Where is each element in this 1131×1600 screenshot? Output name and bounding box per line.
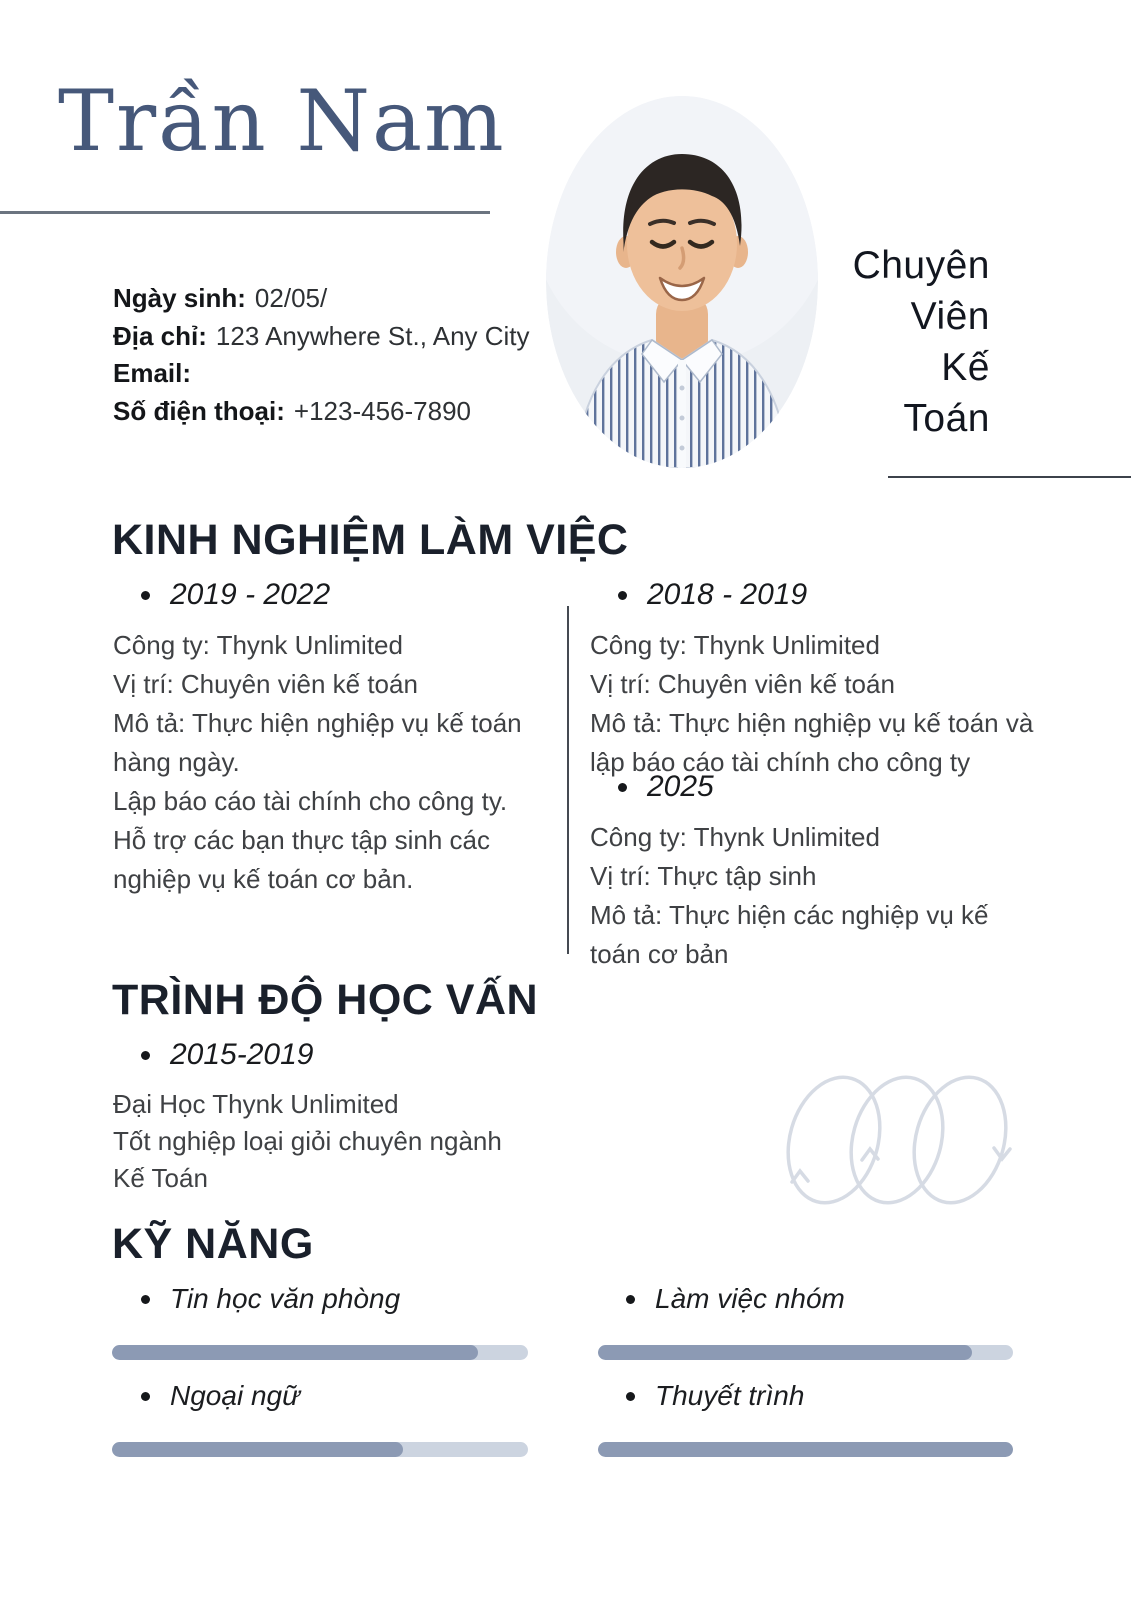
experience-line: Mô tả: Thực hiện các nghiệp vụ kế toán cơ bản: [590, 900, 989, 969]
experience-entry-2019-2022: [113, 578, 563, 899]
skill-name: Ngoại ngữ: [170, 1380, 300, 1411]
contact-row-birthdate: [113, 280, 530, 318]
experience-details: [590, 626, 1038, 782]
address-value: 123 Anywhere St., Any City: [215, 320, 530, 351]
job-title: [640, 240, 990, 444]
skill-name: Thuyết trình: [655, 1380, 805, 1411]
education-entry: [113, 1038, 613, 1197]
skill-bar-presentation: [598, 1442, 1013, 1457]
education-line: Đại Học Thynk Unlimited: [113, 1089, 399, 1119]
experience-entry-2025: [590, 770, 1038, 974]
experience-line: Mô tả: Thực hiện nghiệp vụ kế toán hàng ngày.: [113, 708, 522, 777]
period-row: [113, 1038, 613, 1072]
experience-period: 2025: [647, 770, 714, 803]
education-line: Tốt nghiệp loại giỏi chuyên ngành: [113, 1126, 502, 1156]
education-period: 2015-2019: [170, 1038, 314, 1071]
skill-name: Làm việc nhóm: [655, 1283, 845, 1314]
skill-name: Tin học văn phòng: [170, 1283, 401, 1314]
bullet-dot: [618, 591, 627, 600]
address-label: Địa chỉ:: [113, 320, 207, 351]
experience-line: Lập báo cáo tài chính cho công ty.: [113, 786, 508, 816]
job-title-line: Kế: [941, 346, 990, 389]
experience-line: Hỗ trợ các bạn thực tập sinh các nghiệp vụ kế toán cơ bản.: [113, 825, 490, 894]
skill-label-presentation: [598, 1380, 804, 1412]
job-title-line: Chuyên: [852, 244, 990, 287]
experience-line: Vị trí: Chuyên viên kế toán: [113, 669, 418, 699]
experience-period: 2018 - 2019: [647, 578, 808, 611]
period-row: [113, 578, 563, 612]
contact-row-email: [113, 355, 530, 393]
skill-bar-fill: [112, 1442, 403, 1457]
period-row: [590, 770, 1038, 804]
bullet-dot: [141, 1392, 150, 1401]
bullet-dot: [141, 591, 150, 600]
person-name: Trần Nam: [58, 72, 506, 170]
contact-block: [113, 280, 530, 430]
experience-entry-2018-2019: [590, 578, 1038, 782]
bullet-dot: [626, 1392, 635, 1401]
education-heading: TRÌNH ĐỘ HỌC VẤN: [112, 976, 539, 1024]
birthdate-label: Ngày sinh:: [113, 283, 246, 313]
experience-heading: KINH NGHIỆM LÀM VIỆC: [112, 516, 629, 564]
skill-bar-fill: [112, 1345, 478, 1360]
loop-circles-icon: [766, 1060, 1032, 1220]
skill-label-language: [113, 1380, 300, 1412]
bullet-dot: [626, 1295, 635, 1304]
birthdate-value: 02/05/: [254, 283, 328, 313]
name-underline: [0, 211, 490, 214]
experience-line: Vị trí: Chuyên viên kế toán: [590, 669, 895, 699]
experience-period: 2019 - 2022: [170, 578, 331, 611]
job-title-line: Toán: [903, 397, 990, 440]
contact-row-phone: [113, 393, 530, 431]
bullet-dot: [618, 783, 627, 792]
experience-line: Mô tả: Thực hiện nghiệp vụ kế toán và lập báo cáo tài chính cho công ty: [590, 708, 1034, 777]
education-line: Kế Toán: [113, 1163, 208, 1193]
bullet-dot: [141, 1051, 150, 1060]
loops-decoration: [766, 1060, 1032, 1220]
period-row: [590, 578, 1038, 612]
education-details: [113, 1086, 613, 1197]
skill-bar-office: [112, 1345, 528, 1360]
experience-details: [590, 818, 1038, 974]
phone-label: Số điện thoại:: [113, 395, 285, 426]
experience-details: [113, 626, 563, 899]
bullet-dot: [141, 1295, 150, 1304]
skill-bar-language: [112, 1442, 528, 1457]
experience-column-divider: [567, 606, 569, 954]
skill-label-teamwork: [598, 1283, 845, 1315]
phone-value: +123-456-7890: [293, 395, 471, 426]
experience-line: Vị trí: Thực tập sinh: [590, 861, 817, 891]
job-title-underline: [888, 476, 1131, 478]
experience-line: Công ty: Thynk Unlimited: [590, 630, 880, 660]
job-title-line: Viên: [910, 295, 990, 338]
experience-line: Công ty: Thynk Unlimited: [590, 822, 880, 852]
experience-line: Công ty: Thynk Unlimited: [113, 630, 403, 660]
skills-heading: KỸ NĂNG: [112, 1220, 314, 1268]
contact-row-address: [113, 318, 530, 356]
skill-bar-fill: [598, 1442, 1013, 1457]
email-label: Email:: [113, 358, 192, 388]
skill-bar-teamwork: [598, 1345, 1013, 1360]
skill-label-office: [113, 1283, 400, 1315]
skill-bar-fill: [598, 1345, 972, 1360]
